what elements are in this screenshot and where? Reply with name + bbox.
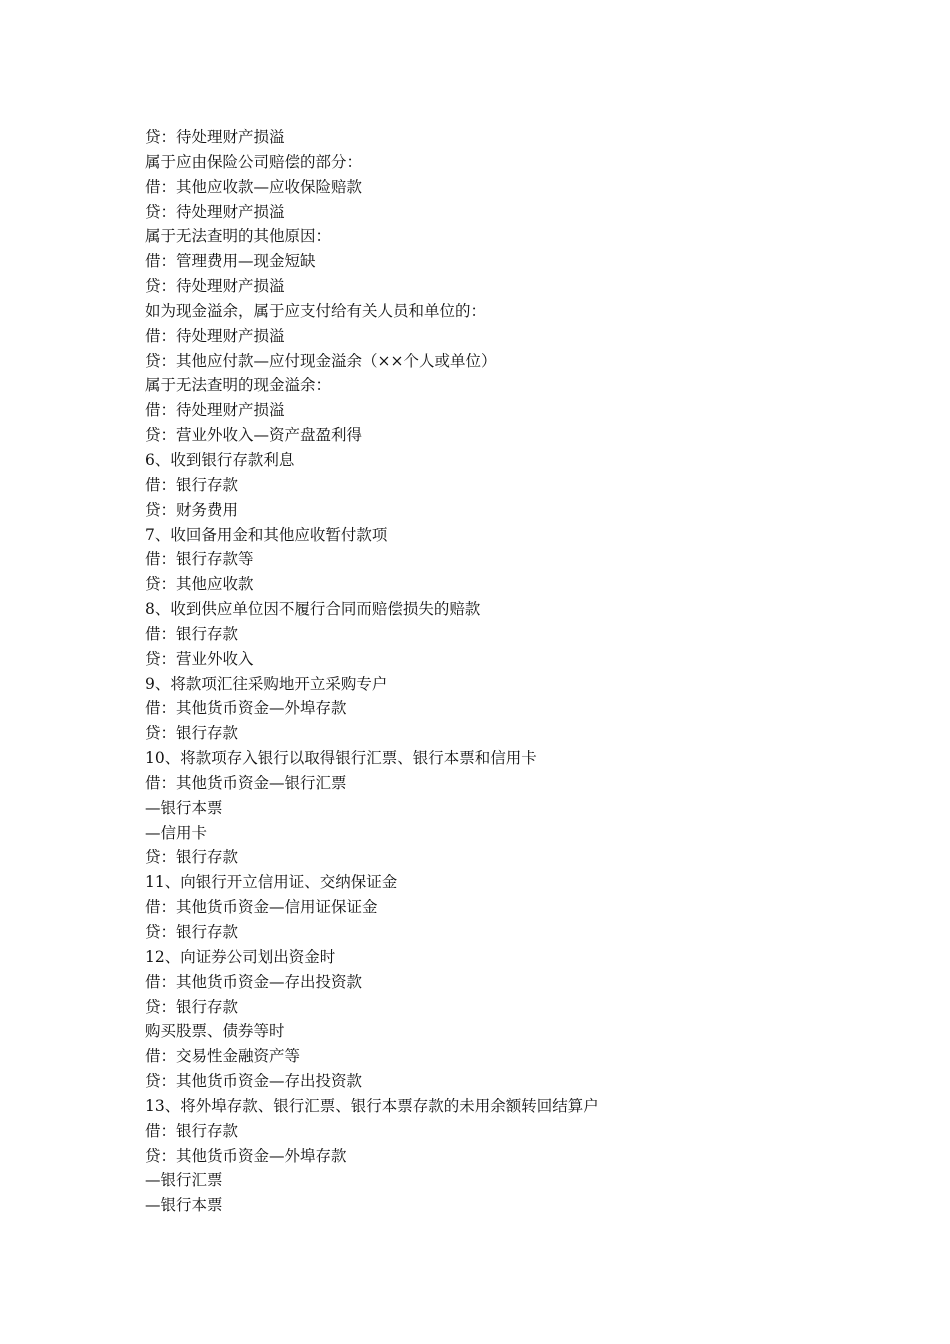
text-line: 借：银行存款 [145,624,239,643]
section-heading: 12、向证券公司划出资金时 [145,947,336,966]
text-line: 借：其他应收款—应收保险赔款 [145,177,363,196]
text-line: 属于应由保险公司赔偿的部分： [145,152,363,171]
text-line: 贷：其他应收款 [145,575,254,594]
text-line: 贷：银行存款 [145,997,239,1016]
text-line: 属于无法查明的其他原因： [145,227,332,246]
section-heading: 8、收到供应单位因不履行合同而赔偿损失的赔款 [145,600,481,619]
text-line: —银行本票 [145,798,223,817]
section-heading: 6、收到银行存款利息 [145,450,295,469]
text-line: 借：其他货币资金—存出投资款 [145,972,363,991]
section-heading: 7、收回备用金和其他应收暂付款项 [145,525,388,544]
text-line: 如为现金溢余，属于应支付给有关人员和单位的： [145,301,487,320]
text-line: 贷：待处理财产损溢 [145,128,285,146]
text-line: 购买股票、债券等时 [145,1022,285,1041]
text-line: 借：银行存款 [145,475,239,494]
text-line: 借：其他货币资金—信用证保证金 [145,898,378,917]
text-line: 贷：其他货币资金—存出投资款 [145,1072,363,1091]
section-heading: 11、向银行开立信用证、交纳保证金 [145,873,398,892]
section-heading: 13、将外埠存款、银行汇票、银行本票存款的未用余额转回结算户 [145,1096,599,1115]
text-line: 贷：待处理财产损溢 [145,277,285,296]
text-line: 贷：银行存款 [145,848,239,867]
text-line: 借：交易性金融资产等 [145,1047,301,1066]
text-line: 贷：银行存款 [145,724,239,743]
text-line: 贷：待处理财产损溢 [145,202,285,221]
text-line: 贷：营业外收入—资产盘盈利得 [145,426,363,445]
section-heading: 10、将款项存入银行以取得银行汇票、银行本票和信用卡 [145,749,537,768]
text-line: 借：其他货币资金—银行汇票 [145,773,347,792]
text-line: 借：管理费用—现金短缺 [145,252,316,271]
text-line: 借：银行存款等 [145,550,254,569]
text-line: 借：其他货币资金—外埠存款 [145,699,347,718]
text-line: 借：银行存款 [145,1121,239,1140]
text-line: 贷：营业外收入 [145,649,254,668]
section-heading: 9、将款项汇往采购地开立采购专户 [145,674,388,693]
text-line: 贷：财务费用 [145,500,239,519]
text-line: 借：待处理财产损溢 [145,401,285,420]
text-line: —银行本票 [145,1196,223,1215]
text-line: 贷：其他应付款—应付现金溢余（××个人或单位） [145,351,497,370]
document-body [145,125,845,1218]
text-line: 属于无法查明的现金溢余： [145,376,332,395]
text-line: —信用卡 [145,823,208,842]
text-line: 借：待处理财产损溢 [145,326,285,345]
text-line: —银行汇票 [145,1171,223,1190]
text-line: 贷：银行存款 [145,923,239,941]
text-line: 贷：其他货币资金—外埠存款 [145,1146,347,1165]
